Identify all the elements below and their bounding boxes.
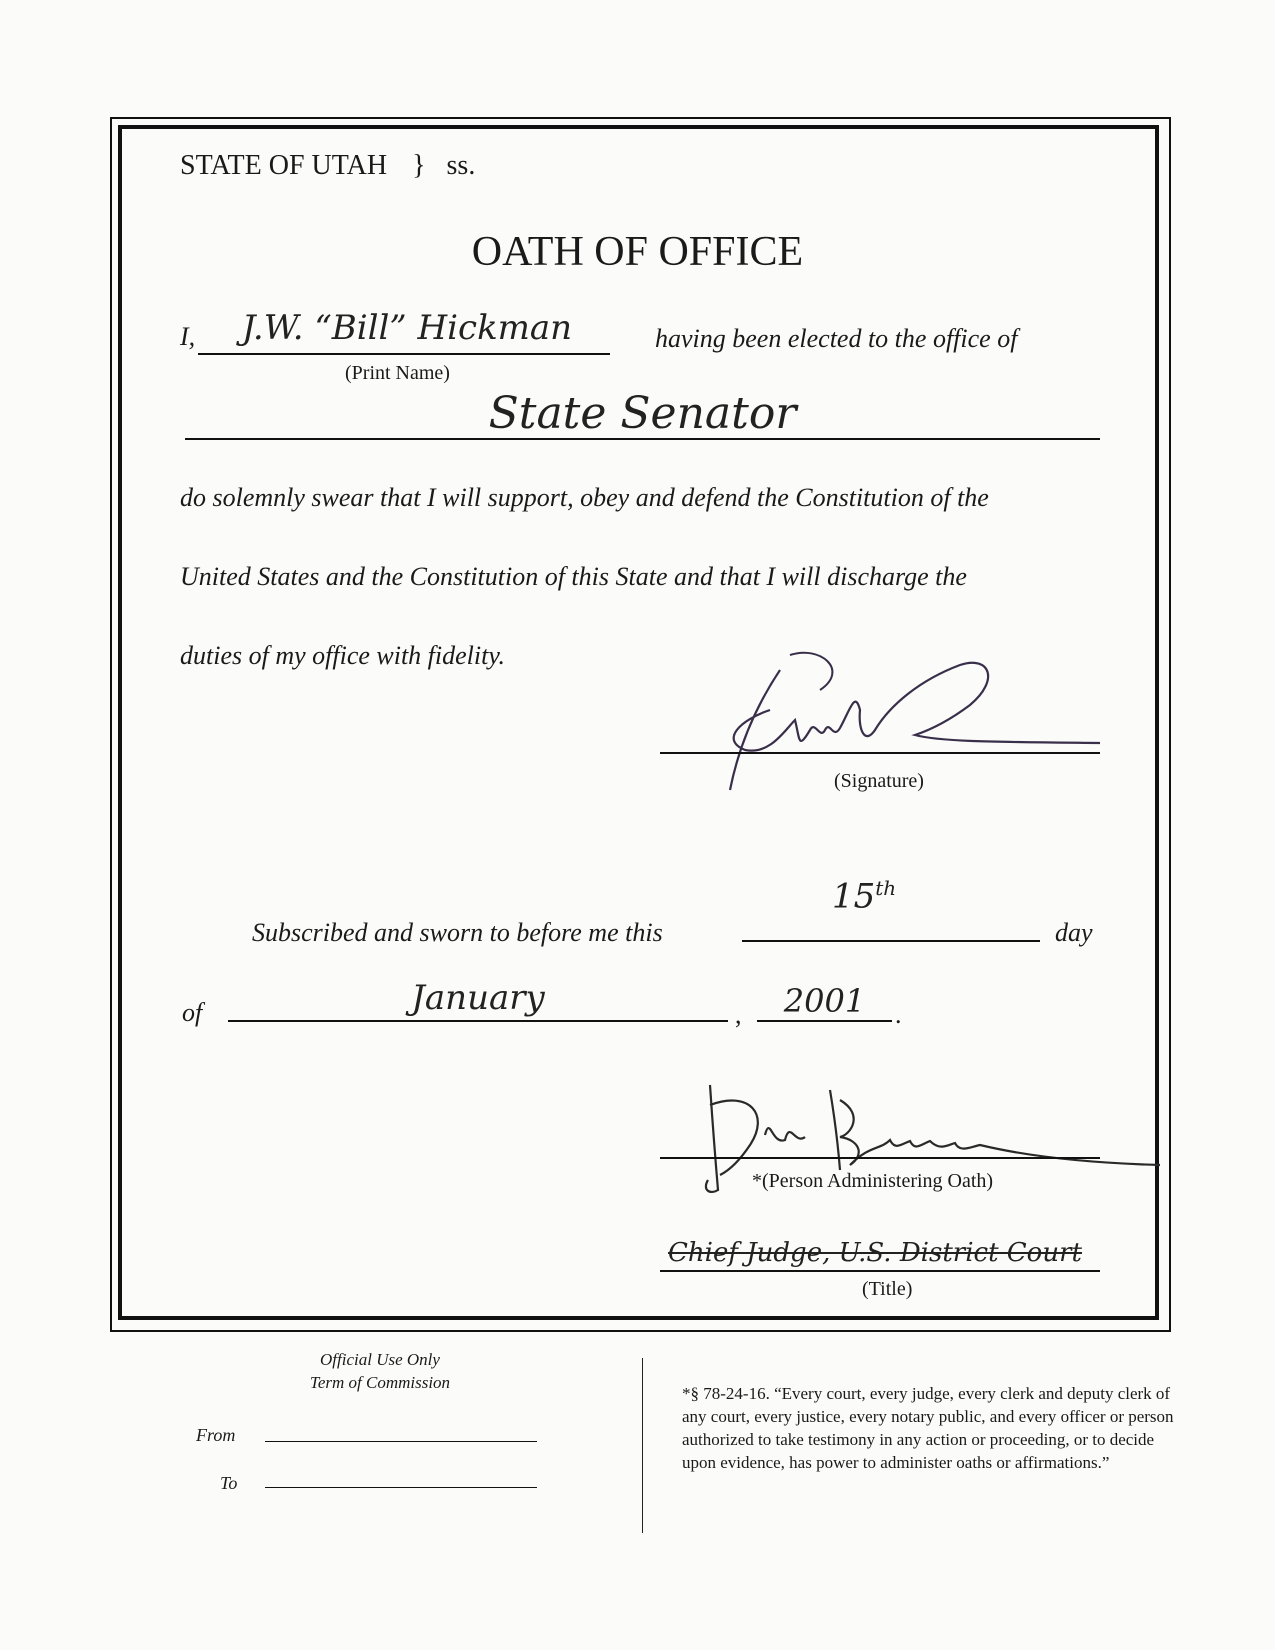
after-name-text: having been elected to the office of (655, 324, 1018, 353)
footer-divider (642, 1358, 643, 1533)
brace: } (412, 150, 426, 181)
state-heading (180, 150, 475, 182)
of-word: of (182, 998, 203, 1027)
day-word: day (1055, 918, 1093, 947)
oath-text-line-1: do solemnly swear that I will support, obey and defend the Constitution of the (180, 483, 989, 512)
administering-label: *(Person Administering Oath) (752, 1170, 994, 1192)
sworn-lead-text: Subscribed and sworn to before me this (252, 918, 663, 947)
document-title: OATH OF OFFICE (471, 229, 804, 275)
to-line (265, 1487, 537, 1488)
name-filled: J.W. “Bill” Hickman (241, 308, 573, 348)
official-use-label: Official Use Only (320, 1350, 440, 1369)
day-filled (832, 876, 896, 916)
statute-text: *§ 78-24-16. “Every court, every judge, every clerk and deputy clerk of any court, every justice, every notary public, and every officer or person authorized to take testimony in any action or proceeding, or to decide upon evidence, has power to administer oaths or affirmations.” (682, 1384, 1174, 1472)
title-label: (Title) (862, 1278, 913, 1300)
from-line (265, 1441, 537, 1442)
title-filled: Chief Judge, U.S. District Court (668, 1238, 1082, 1268)
administering-line (660, 1157, 1100, 1159)
from-label: From (196, 1425, 236, 1445)
month-filled: January (411, 978, 545, 1018)
date-period: . (895, 1000, 902, 1029)
signature-line (660, 752, 1100, 754)
date-comma: , (735, 1000, 742, 1029)
state-name: STATE OF UTAH (180, 150, 388, 181)
signature-label: (Signature) (834, 770, 924, 792)
official-use-block (280, 1348, 480, 1394)
office-line (185, 438, 1100, 440)
oath-text-line-3: duties of my office with fidelity. (180, 641, 505, 670)
to-label: To (220, 1473, 238, 1493)
oath-text-line-2: United States and the Constitution of this State and that I will discharge the (180, 562, 967, 591)
ss-label: ss. (446, 150, 476, 181)
print-name-label: (Print Name) (345, 362, 450, 384)
name-line (198, 353, 610, 355)
year-filled: 2001 (783, 982, 866, 1020)
term-of-commission-label: Term of Commission (309, 1373, 451, 1392)
day-suffix: th (875, 876, 897, 900)
title-line (660, 1270, 1100, 1272)
year-line (757, 1020, 892, 1022)
oath-prefix: I, (180, 322, 196, 351)
month-line (228, 1020, 728, 1022)
day-line (742, 940, 1040, 942)
office-filled: State Senator (488, 388, 797, 439)
day-number: 15 (832, 876, 876, 917)
